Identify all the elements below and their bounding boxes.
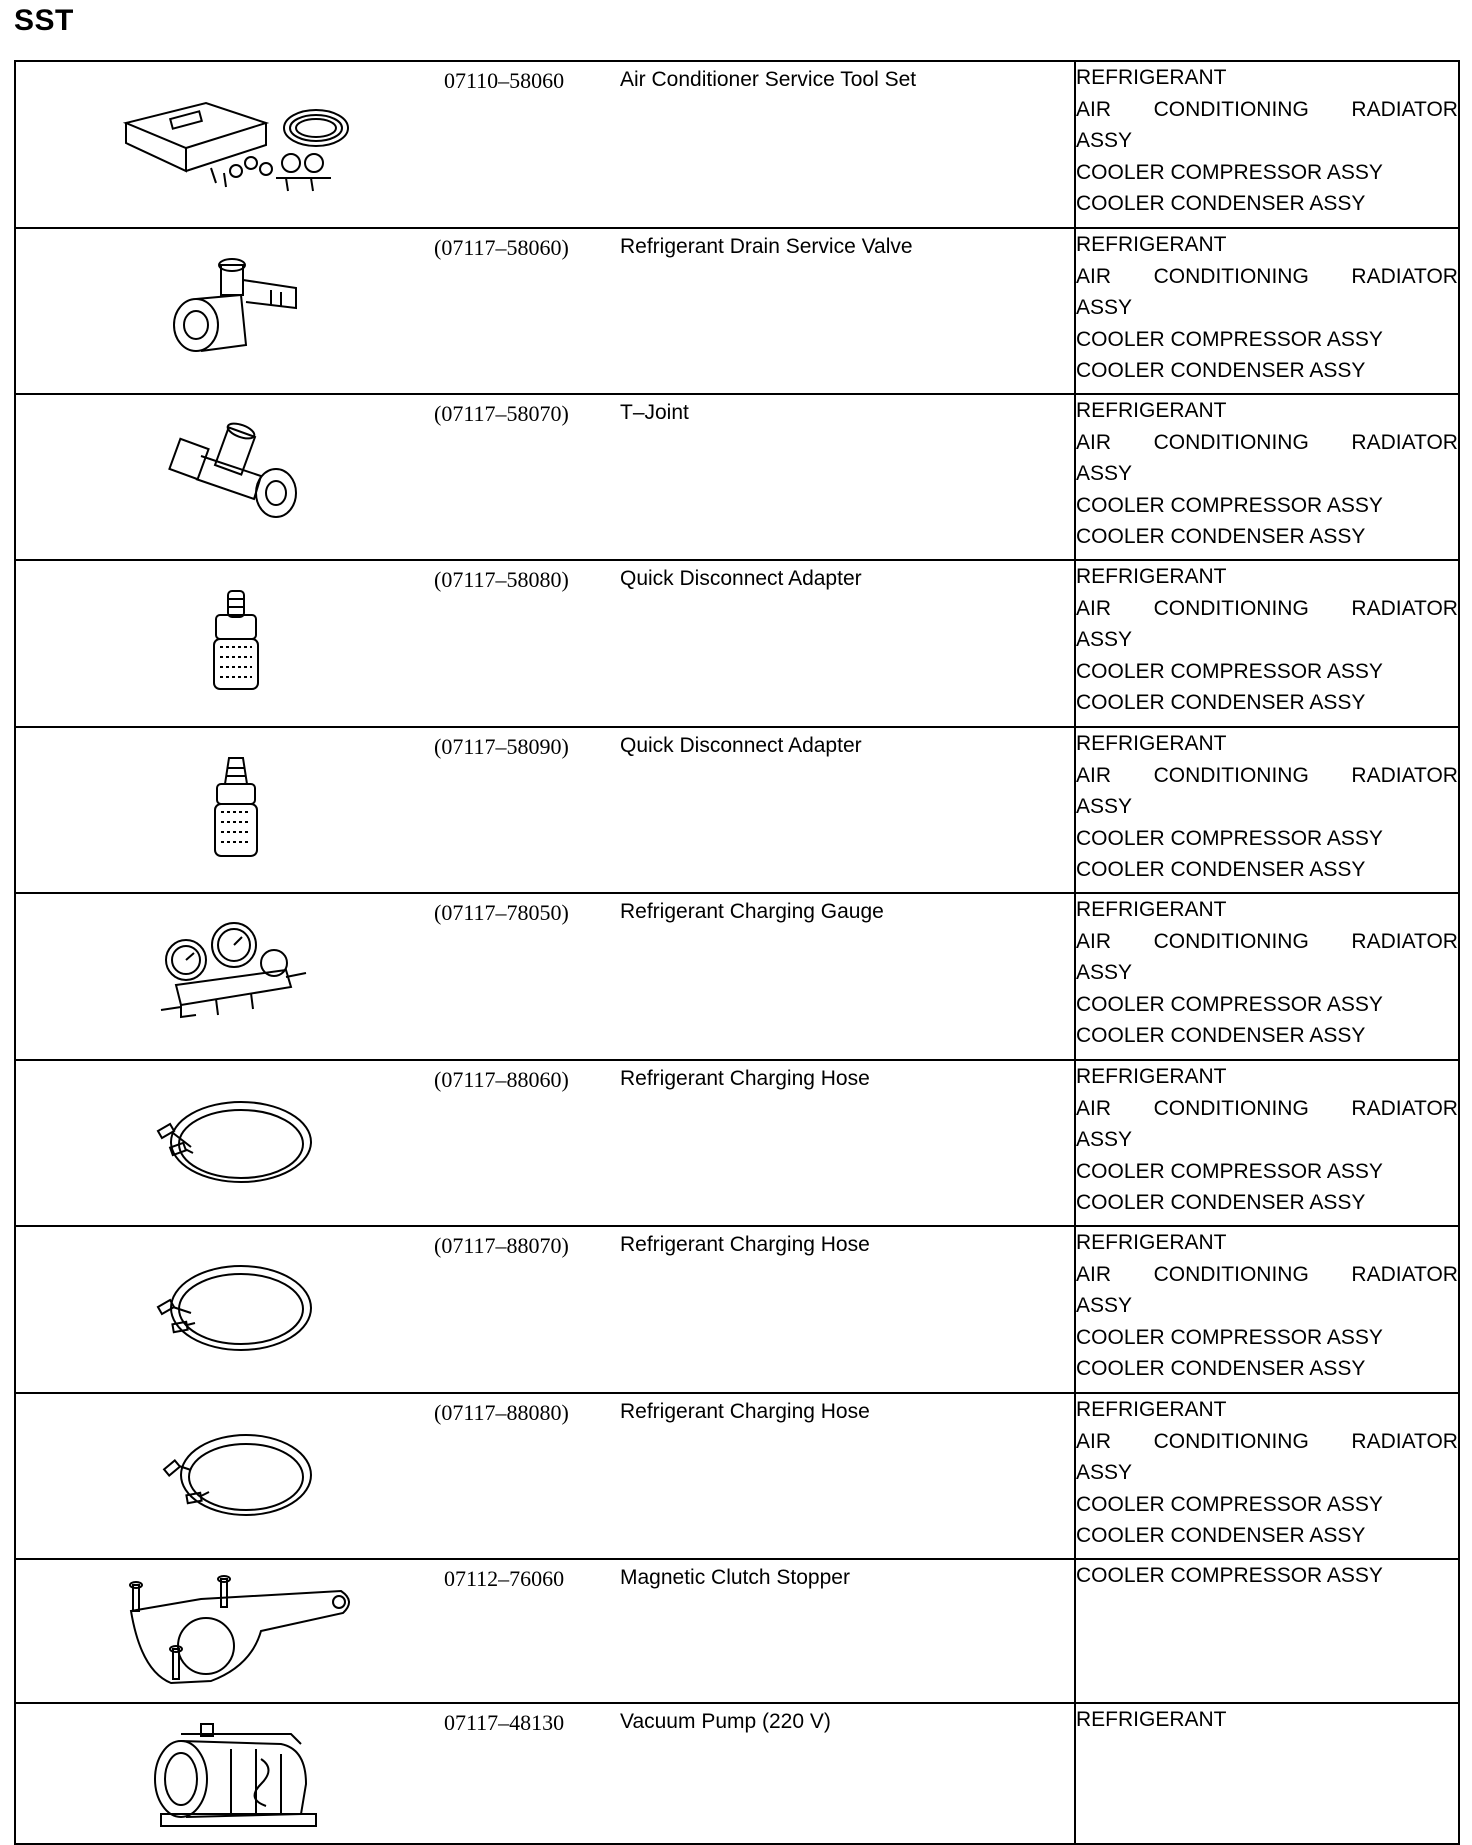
drain-valve-icon (86, 235, 386, 385)
quick-disconnect-adapter-icon (86, 567, 386, 717)
usage-cell (1075, 1393, 1459, 1559)
usage-line: ASSY (1076, 795, 1133, 818)
part-number: (07117–88070) (434, 1233, 569, 1258)
tool-name: Refrigerant Charging Hose (620, 1067, 870, 1090)
usage-cell (1075, 560, 1459, 727)
usage-line: ASSY (1076, 628, 1133, 651)
table-row (15, 1703, 1459, 1844)
usage-cell (1075, 1060, 1459, 1226)
table-row (15, 228, 1459, 394)
usage-line: AIR CONDITIONING RADIATOR (1076, 1429, 1458, 1453)
tool-name: Air Conditioner Service Tool Set (620, 68, 917, 91)
part-number: (07117–58060) (434, 235, 569, 260)
usage-line: AIR CONDITIONING RADIATOR (1076, 97, 1458, 121)
service-tool-set-icon (86, 68, 386, 218)
usage-line: COOLER CONDENSER ASSY (1076, 359, 1366, 382)
usage-line: REFRIGERANT (1076, 1708, 1227, 1731)
usage-line: AIR CONDITIONING RADIATOR (1076, 596, 1458, 620)
tool-name: Refrigerant Charging Hose (620, 1400, 870, 1423)
usage-line: REFRIGERANT (1076, 565, 1227, 588)
usage-cell (1075, 1559, 1459, 1703)
tool-name: Refrigerant Charging Gauge (620, 900, 884, 923)
table-row (15, 1393, 1459, 1559)
usage-line: ASSY (1076, 296, 1133, 319)
usage-line: COOLER COMPRESSOR ASSY (1076, 1159, 1383, 1183)
usage-line: ASSY (1076, 129, 1133, 152)
usage-cell (1075, 394, 1459, 560)
usage-cell (1075, 1226, 1459, 1393)
usage-line: REFRIGERANT (1076, 1398, 1227, 1421)
t-joint-icon (86, 401, 386, 551)
usage-cell (1075, 893, 1459, 1060)
tool-name: Quick Disconnect Adapter (620, 734, 862, 757)
usage-line: ASSY (1076, 1294, 1133, 1317)
usage-line: COOLER CONDENSER ASSY (1076, 1357, 1366, 1380)
table-row (15, 394, 1459, 560)
sst-table (14, 60, 1460, 1845)
tool-name: Magnetic Clutch Stopper (620, 1566, 850, 1589)
usage-cell (1075, 727, 1459, 893)
charging-hose-icon (86, 1400, 386, 1550)
usage-line: COOLER CONDENSER ASSY (1076, 1191, 1366, 1214)
part-number: (07117–88080) (434, 1400, 569, 1425)
table-row (15, 893, 1459, 1060)
tool-name: Refrigerant Drain Service Valve (620, 235, 913, 258)
usage-line: AIR CONDITIONING RADIATOR (1076, 929, 1458, 953)
vacuum-pump-icon (86, 1710, 386, 1838)
charging-gauge-icon (86, 900, 386, 1050)
usage-line: ASSY (1076, 1461, 1133, 1484)
usage-line: AIR CONDITIONING RADIATOR (1076, 1262, 1458, 1286)
part-number: (07117–78050) (434, 900, 569, 925)
tool-name: Quick Disconnect Adapter (620, 567, 862, 590)
part-number: 07112–76060 (444, 1566, 565, 1591)
tool-name: Refrigerant Charging Hose (620, 1233, 870, 1256)
usage-cell (1075, 228, 1459, 394)
usage-line: REFRIGERANT (1076, 898, 1227, 921)
table-row (15, 61, 1459, 228)
tool-name: T–Joint (620, 401, 689, 424)
usage-line: COOLER COMPRESSOR ASSY (1076, 659, 1383, 683)
charging-hose-icon (86, 1233, 386, 1383)
usage-line: ASSY (1076, 961, 1133, 984)
usage-line: REFRIGERANT (1076, 732, 1227, 755)
quick-disconnect-adapter-icon (86, 734, 386, 884)
table-row (15, 727, 1459, 893)
usage-line: AIR CONDITIONING RADIATOR (1076, 430, 1458, 454)
usage-line: REFRIGERANT (1076, 399, 1227, 422)
usage-line: COOLER COMPRESSOR ASSY (1076, 327, 1383, 351)
usage-line: COOLER CONDENSER ASSY (1076, 1024, 1366, 1047)
usage-line: COOLER COMPRESSOR ASSY (1076, 1325, 1383, 1349)
usage-cell (1075, 1703, 1459, 1844)
usage-line: REFRIGERANT (1076, 1231, 1227, 1254)
usage-line: REFRIGERANT (1076, 66, 1227, 89)
part-number: 07110–58060 (444, 68, 565, 93)
table-row (15, 1226, 1459, 1393)
usage-line: COOLER CONDENSER ASSY (1076, 691, 1366, 714)
usage-line: ASSY (1076, 1128, 1133, 1151)
usage-line: REFRIGERANT (1076, 233, 1227, 256)
usage-line: COOLER COMPRESSOR ASSY (1076, 1564, 1383, 1587)
usage-line: COOLER CONDENSER ASSY (1076, 858, 1366, 881)
usage-line: COOLER COMPRESSOR ASSY (1076, 992, 1383, 1016)
usage-line: COOLER CONDENSER ASSY (1076, 1524, 1366, 1547)
part-number: 07117–48130 (444, 1710, 565, 1735)
page-title: SST (14, 4, 74, 37)
part-number: (07117–58070) (434, 401, 569, 426)
usage-line: ASSY (1076, 462, 1133, 485)
table-row (15, 1559, 1459, 1703)
usage-line: REFRIGERANT (1076, 1065, 1227, 1088)
usage-cell (1075, 61, 1459, 228)
usage-line: COOLER CONDENSER ASSY (1076, 192, 1366, 215)
table-row (15, 560, 1459, 727)
part-number: (07117–58090) (434, 734, 569, 759)
usage-line: COOLER COMPRESSOR ASSY (1076, 160, 1383, 184)
usage-line: COOLER COMPRESSOR ASSY (1076, 493, 1383, 517)
tool-name: Vacuum Pump (220 V) (620, 1710, 831, 1733)
table-row (15, 1060, 1459, 1226)
usage-line: COOLER CONDENSER ASSY (1076, 525, 1366, 548)
usage-line: COOLER COMPRESSOR ASSY (1076, 1492, 1383, 1516)
clutch-stopper-icon (86, 1566, 386, 1696)
part-number: (07117–58080) (434, 567, 569, 592)
part-number: (07117–88060) (434, 1067, 569, 1092)
usage-line: AIR CONDITIONING RADIATOR (1076, 264, 1458, 288)
usage-line: COOLER COMPRESSOR ASSY (1076, 826, 1383, 850)
usage-line: AIR CONDITIONING RADIATOR (1076, 1096, 1458, 1120)
charging-hose-icon (86, 1067, 386, 1217)
usage-line: AIR CONDITIONING RADIATOR (1076, 763, 1458, 787)
